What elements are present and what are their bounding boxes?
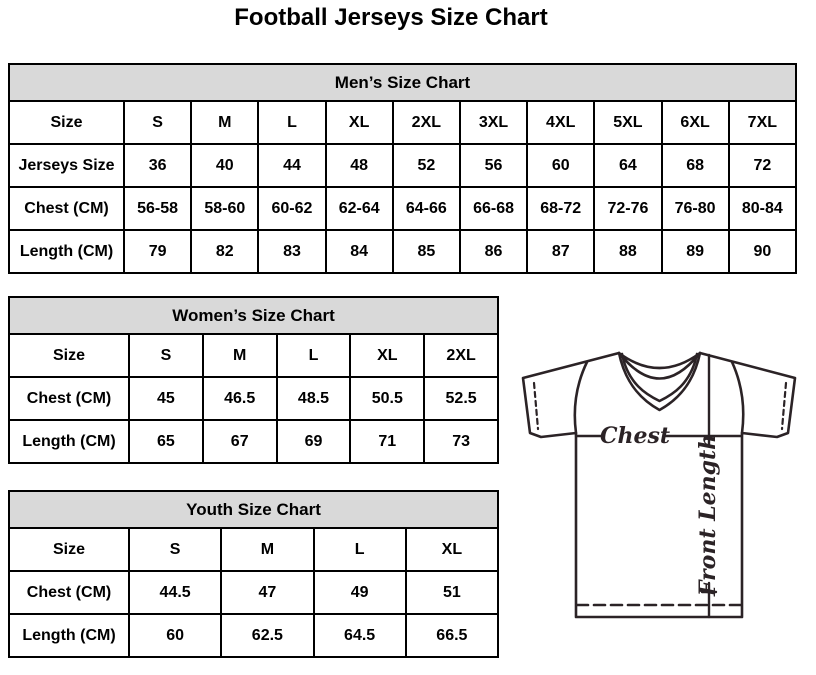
- value-cell: 83: [258, 230, 325, 273]
- table-row: [9, 377, 498, 420]
- row-label-cell: Chest (CM): [9, 187, 124, 230]
- value-cell: 45: [129, 377, 203, 420]
- value-cell: S: [124, 101, 191, 144]
- jersey-collar-icon: [619, 353, 700, 410]
- chest-label: Chest: [599, 423, 671, 449]
- value-cell: 2XL: [393, 101, 460, 144]
- value-cell: 50.5: [350, 377, 424, 420]
- value-cell: 56-58: [124, 187, 191, 230]
- value-cell: 4XL: [527, 101, 594, 144]
- value-cell: 72-76: [594, 187, 661, 230]
- value-cell: 6XL: [662, 101, 729, 144]
- value-cell: 65: [129, 420, 203, 463]
- value-cell: 84: [326, 230, 393, 273]
- value-cell: 49: [314, 571, 406, 614]
- youth-size-table: [8, 490, 499, 658]
- value-cell: 90: [729, 230, 796, 273]
- sleeve-cuff-dash-right: [782, 383, 786, 429]
- value-cell: S: [129, 528, 221, 571]
- value-cell: 89: [662, 230, 729, 273]
- jersey-armhole-seam-right: [732, 362, 743, 433]
- value-cell: 86: [460, 230, 527, 273]
- value-cell: 76-80: [662, 187, 729, 230]
- table-title-row: [9, 64, 796, 101]
- row-label-cell: Size: [9, 101, 124, 144]
- value-cell: 69: [277, 420, 351, 463]
- womens-size-table: [8, 296, 499, 464]
- value-cell: L: [277, 334, 351, 377]
- table-row: [9, 334, 498, 377]
- value-cell: 88: [594, 230, 661, 273]
- value-cell: 52.5: [424, 377, 498, 420]
- value-cell: 68: [662, 144, 729, 187]
- value-cell: 60: [129, 614, 221, 657]
- value-cell: 7XL: [729, 101, 796, 144]
- value-cell: 66-68: [460, 187, 527, 230]
- value-cell: 82: [191, 230, 258, 273]
- jersey-outline-icon: [523, 353, 795, 617]
- row-label-cell: Length (CM): [9, 614, 129, 657]
- row-label-cell: Size: [9, 334, 129, 377]
- front-length-label: Front Length: [695, 433, 721, 597]
- value-cell: 44: [258, 144, 325, 187]
- value-cell: 48.5: [277, 377, 351, 420]
- value-cell: 58-60: [191, 187, 258, 230]
- table-row: [9, 528, 498, 571]
- value-cell: 5XL: [594, 101, 661, 144]
- mens-table-title: Men’s Size Chart: [9, 64, 796, 101]
- value-cell: L: [258, 101, 325, 144]
- jersey-measurement-diagram: [515, 340, 805, 630]
- value-cell: 46.5: [203, 377, 277, 420]
- mens-size-table: [8, 63, 797, 274]
- table-title-row: [9, 297, 498, 334]
- value-cell: 71: [350, 420, 424, 463]
- row-label-cell: Length (CM): [9, 420, 129, 463]
- value-cell: 56: [460, 144, 527, 187]
- value-cell: 64.5: [314, 614, 406, 657]
- value-cell: 48: [326, 144, 393, 187]
- row-label-cell: Chest (CM): [9, 571, 129, 614]
- value-cell: 62.5: [221, 614, 313, 657]
- value-cell: 66.5: [406, 614, 498, 657]
- value-cell: 47: [221, 571, 313, 614]
- youth-table-title: Youth Size Chart: [9, 491, 498, 528]
- value-cell: M: [203, 334, 277, 377]
- table-row: [9, 101, 796, 144]
- table-title-row: [9, 491, 498, 528]
- value-cell: XL: [350, 334, 424, 377]
- value-cell: 44.5: [129, 571, 221, 614]
- womens-table-title: Women’s Size Chart: [9, 297, 498, 334]
- value-cell: 51: [406, 571, 498, 614]
- value-cell: 72: [729, 144, 796, 187]
- value-cell: M: [191, 101, 258, 144]
- value-cell: 64-66: [393, 187, 460, 230]
- row-label-cell: Length (CM): [9, 230, 124, 273]
- row-label-cell: Chest (CM): [9, 377, 129, 420]
- page-title: Football Jerseys Size Chart: [234, 4, 548, 31]
- value-cell: 40: [191, 144, 258, 187]
- value-cell: 79: [124, 230, 191, 273]
- value-cell: L: [314, 528, 406, 571]
- table-row: [9, 420, 498, 463]
- value-cell: 64: [594, 144, 661, 187]
- value-cell: 87: [527, 230, 594, 273]
- table-row: [9, 230, 796, 273]
- value-cell: 60: [527, 144, 594, 187]
- value-cell: 3XL: [460, 101, 527, 144]
- row-label-cell: Jerseys Size: [9, 144, 124, 187]
- table-row: [9, 614, 498, 657]
- table-row: [9, 144, 796, 187]
- value-cell: 80-84: [729, 187, 796, 230]
- value-cell: XL: [326, 101, 393, 144]
- value-cell: 2XL: [424, 334, 498, 377]
- value-cell: 67: [203, 420, 277, 463]
- value-cell: 52: [393, 144, 460, 187]
- value-cell: 85: [393, 230, 460, 273]
- table-row: [9, 187, 796, 230]
- value-cell: S: [129, 334, 203, 377]
- value-cell: 36: [124, 144, 191, 187]
- row-label-cell: Size: [9, 528, 129, 571]
- value-cell: 73: [424, 420, 498, 463]
- jersey-armhole-seam-left: [575, 362, 587, 433]
- value-cell: 62-64: [326, 187, 393, 230]
- value-cell: 68-72: [527, 187, 594, 230]
- value-cell: XL: [406, 528, 498, 571]
- value-cell: 60-62: [258, 187, 325, 230]
- sleeve-cuff-dash-left: [534, 383, 538, 429]
- value-cell: M: [221, 528, 313, 571]
- table-row: [9, 571, 498, 614]
